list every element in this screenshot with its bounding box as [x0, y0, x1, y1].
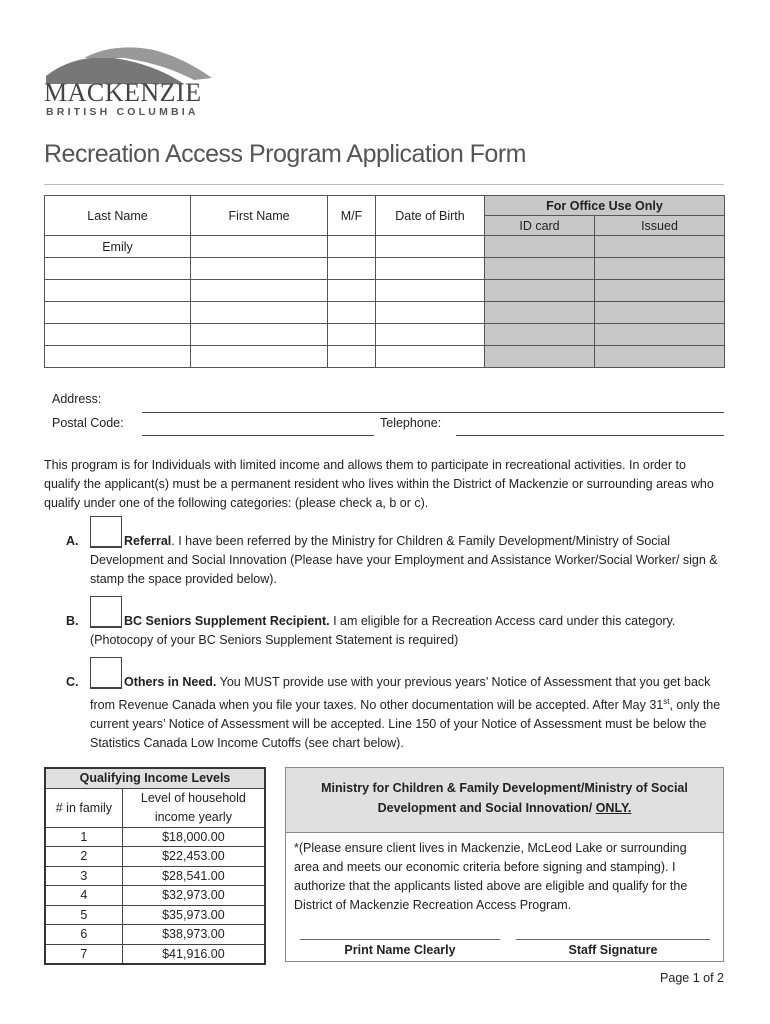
issued-cell — [595, 346, 725, 368]
income-cell: $35,973.00 — [122, 905, 265, 925]
ministry-heading-only: ONLY. — [595, 801, 632, 815]
income-cell: $32,973.00 — [122, 886, 265, 906]
last-name-cell[interactable] — [45, 258, 191, 280]
family-size-cell: 4 — [45, 886, 122, 906]
dob-cell[interactable] — [376, 258, 485, 280]
address-label: Address: — [52, 392, 102, 406]
telephone-label: Telephone: — [380, 416, 442, 430]
dob-cell[interactable] — [376, 346, 485, 368]
ministry-box — [285, 767, 724, 962]
mf-cell[interactable] — [328, 302, 376, 324]
category-a-checkbox[interactable] — [90, 516, 122, 548]
last-name-cell[interactable] — [45, 324, 191, 346]
dob-cell[interactable] — [376, 236, 485, 258]
header-first-name: First Name — [191, 196, 328, 236]
income-row — [45, 886, 265, 906]
ministry-heading — [286, 768, 723, 833]
income-cell: $41,916.00 — [122, 944, 265, 964]
applicant-row — [45, 236, 725, 258]
first-name-cell[interactable] — [191, 258, 328, 280]
issued-cell — [595, 258, 725, 280]
mf-cell[interactable] — [328, 236, 376, 258]
category-text: I am eligible for a Recreation Access card under this category. (Photocopy of your BC Seniors Supplement Statement is required) — [90, 614, 676, 647]
ministry-body: *(Please ensure client lives in Mackenzie, McLeod Lake or surrounding area and meets our economic criteria before signing and stamping). I authorize that the applicants listed above are eligible and qualify for the District of Mackenzie Recreation Access Program. — [294, 841, 688, 912]
page-title: Recreation Access Program Application Form — [44, 140, 526, 168]
telephone-field[interactable] — [456, 435, 724, 436]
income-row — [45, 827, 265, 847]
mf-cell[interactable] — [328, 324, 376, 346]
first-name-cell[interactable] — [191, 324, 328, 346]
issued-cell — [595, 280, 725, 302]
mf-cell[interactable] — [328, 258, 376, 280]
family-size-cell: 2 — [45, 847, 122, 867]
applicant-table — [44, 195, 725, 368]
first-name-cell[interactable] — [191, 280, 328, 302]
family-size-cell: 3 — [45, 866, 122, 886]
category-title: BC Seniors Supplement Recipient. — [124, 614, 330, 628]
mackenzie-logo — [44, 44, 214, 120]
category-b-checkbox[interactable] — [90, 596, 122, 628]
header-mf: M/F — [328, 196, 376, 236]
dob-cell[interactable] — [376, 302, 485, 324]
category-letter: C. — [66, 675, 79, 689]
category-letter: B. — [66, 614, 79, 628]
income-levels-table — [44, 767, 266, 965]
address-field[interactable] — [142, 412, 724, 413]
header-office-use: For Office Use Only — [485, 196, 725, 216]
dob-cell[interactable] — [376, 324, 485, 346]
page-number: Page 1 of 2 — [660, 971, 724, 985]
id-card-cell — [485, 280, 595, 302]
issued-cell — [595, 324, 725, 346]
income-table-title: Qualifying Income Levels — [45, 768, 265, 788]
family-size-cell: 1 — [45, 827, 122, 847]
header-last-name: Last Name — [45, 196, 191, 236]
family-size-cell: 5 — [45, 905, 122, 925]
income-cell: $18,000.00 — [122, 827, 265, 847]
family-size-cell: 7 — [45, 944, 122, 964]
last-name-cell[interactable] — [45, 302, 191, 324]
mf-cell[interactable] — [328, 280, 376, 302]
col-family-size: # in family — [45, 788, 122, 827]
family-size-cell: 6 — [45, 925, 122, 945]
last-name-cell[interactable]: Emily — [45, 236, 191, 258]
category-b — [66, 612, 726, 650]
applicant-row — [45, 258, 725, 280]
income-row — [45, 866, 265, 886]
category-text: , only the current years’ Notice of Assessment will be accepted. Line 150 of your Notice of Assessment must be below the Statistics Canada Low Income Cutoffs (see chart below). — [90, 698, 721, 751]
category-text: You MUST provide use with your previous years’ Notice of Assessment that you get back from Revenue Canada when you file your taxes. No other documentation will be accepted. After May 31 — [90, 675, 711, 713]
superscript: st — [663, 697, 670, 706]
ministry-heading-text: Ministry for Children & Family Development/Ministry of Social Development and Social Innovation/ — [321, 781, 688, 815]
dob-cell[interactable] — [376, 280, 485, 302]
category-letter: A. — [66, 534, 79, 548]
logo-subtitle: BRITISH COLUMBIA — [46, 106, 199, 118]
applicant-row — [45, 302, 725, 324]
id-card-cell — [485, 236, 595, 258]
intro-paragraph: This program is for Individuals with limited income and allows them to participate in recreational activities. In order to qualify the applicant(s) must be a permanent resident who lives within the District of Mackenzie or surrounding areas who qualify under one of the following categories: (please check a, b or c). — [44, 458, 714, 510]
last-name-cell[interactable] — [45, 280, 191, 302]
first-name-cell[interactable] — [191, 302, 328, 324]
postal-code-label: Postal Code: — [52, 416, 124, 430]
logo-name: MACKENZIE — [44, 78, 202, 107]
print-name-field[interactable]: Print Name Clearly — [300, 939, 500, 961]
first-name-cell[interactable] — [191, 236, 328, 258]
header-dob: Date of Birth — [376, 196, 485, 236]
category-title: Referral — [124, 534, 172, 548]
income-cell: $28,541.00 — [122, 866, 265, 886]
income-cell: $38,973.00 — [122, 925, 265, 945]
issued-cell — [595, 236, 725, 258]
col-income: Level of household income yearly — [122, 788, 265, 827]
header-issued: Issued — [595, 216, 725, 236]
mf-cell[interactable] — [328, 346, 376, 368]
income-row — [45, 925, 265, 945]
category-text: . I have been referred by the Ministry for Children & Family Development/Ministry of Social Development and Social Innovation (Please have your Employment and Assistance Worker/Social Worker/ sign & stamp the space provided below). — [90, 534, 718, 586]
id-card-cell — [485, 302, 595, 324]
id-card-cell — [485, 324, 595, 346]
category-title: Others in Need. — [124, 675, 217, 689]
income-row — [45, 905, 265, 925]
issued-cell — [595, 302, 725, 324]
first-name-cell[interactable] — [191, 346, 328, 368]
category-c — [66, 673, 726, 753]
id-card-cell — [485, 258, 595, 280]
contact-section — [52, 392, 724, 442]
header-id-card: ID card — [485, 216, 595, 236]
title-divider — [44, 184, 724, 185]
category-a — [66, 532, 726, 589]
id-card-cell — [485, 346, 595, 368]
last-name-cell[interactable] — [45, 346, 191, 368]
income-row — [45, 944, 265, 964]
applicant-row — [45, 280, 725, 302]
income-row — [45, 847, 265, 867]
staff-signature-field[interactable]: Staff Signature — [516, 939, 710, 961]
applicant-row — [45, 346, 725, 368]
category-c-checkbox[interactable] — [90, 657, 122, 689]
applicant-row — [45, 324, 725, 346]
income-cell: $22,453.00 — [122, 847, 265, 867]
postal-code-field[interactable] — [142, 435, 374, 436]
